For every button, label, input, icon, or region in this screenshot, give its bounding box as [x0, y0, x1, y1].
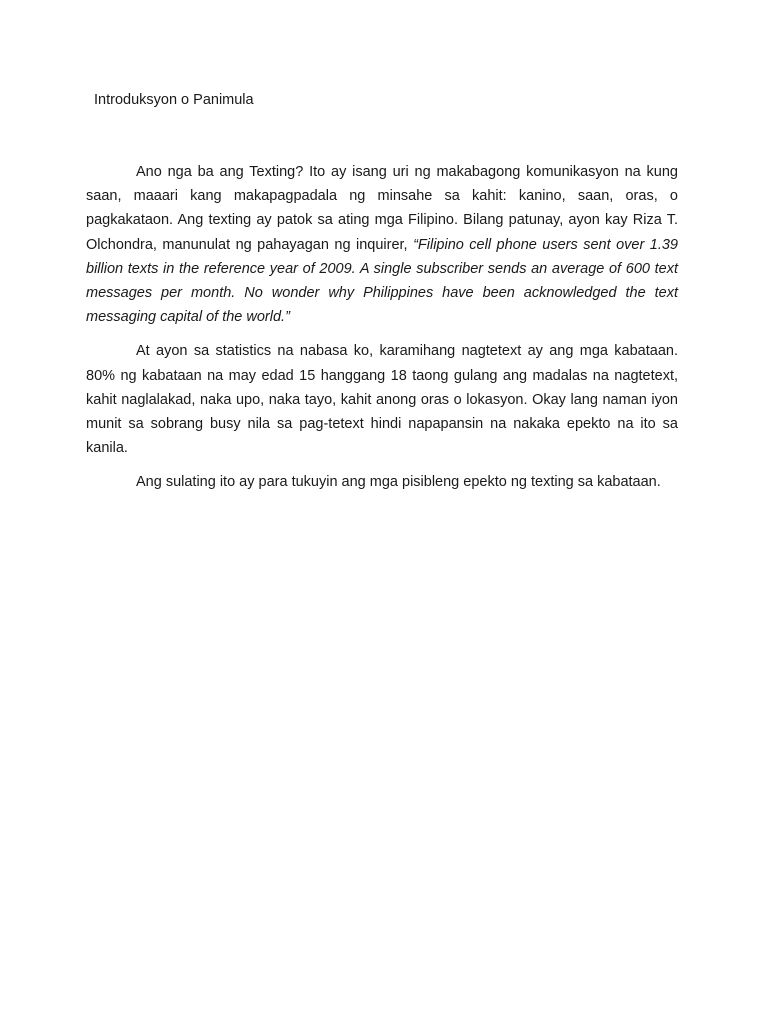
- document-heading: Introduksyon o Panimula: [94, 92, 254, 108]
- paragraph-texting-definition: [86, 160, 678, 329]
- paragraph-text: Ang sulating ito ay para tukuyin ang mga pisibleng epekto ng texting sa kabataan.: [136, 474, 661, 491]
- paragraph-text: At ayon sa statistics na nabasa ko, karamihang nagtetext ay ang mga kabataan. 80% ng kabataan na may edad 15 hanggang 18 taong gulang ang madalas na nagtetext, kahit naglalakad, naka upo, naka tayo, kahit anong oras o lokasyon. Okay lang naman iyon munit sa sobrang busy nila sa pag-tetext hindi napapansin na nakaka epekto na ito sa kanila.: [86, 343, 678, 457]
- paragraph-statistics: [86, 339, 678, 460]
- paragraph-purpose: [86, 470, 678, 494]
- paragraph-text: Ano nga ba ang Texting? Ito ay isang uri ng makabagong komunikasyon na kung saan, maaari kang makapagpadala ng minsahe sa kahit: kanino, saan, oras, o pagkakataon. Ang texting ay patok sa ating mga Filipino. Bilang patunay, ayon kay Riza T. Olchondra, manunulat ng pahayagan ng inquirer,: [86, 164, 678, 253]
- document-body: [86, 160, 678, 505]
- inquirer-quote: “Filipino cell phone users sent over 1.39 billion texts in the reference year of 2009. A single subscriber sends an average of 600 text messages per month. No wonder why Philippines have been acknowledged the text messaging capital of the world.”: [86, 236, 679, 326]
